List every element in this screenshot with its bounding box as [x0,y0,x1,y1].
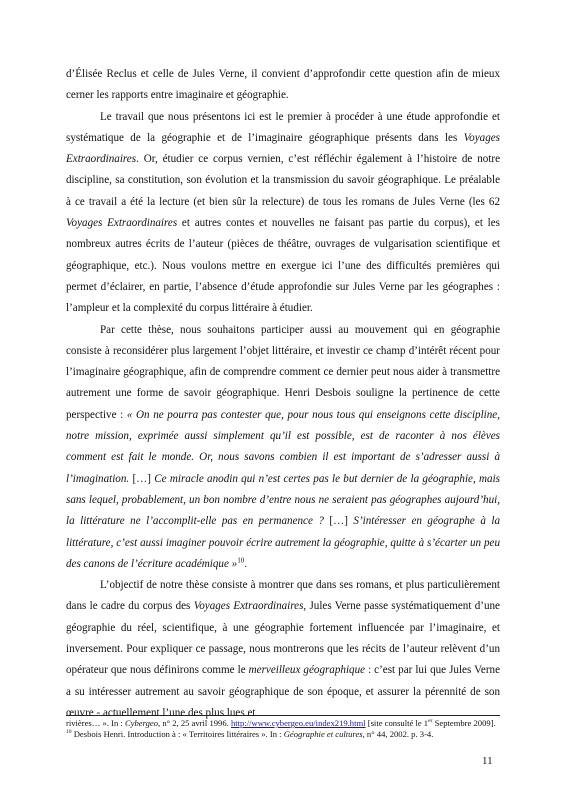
footnote-divider [66,715,500,716]
paragraph-1 [66,64,500,107]
italic-term-merveilleux: merveilleux géographique [248,664,366,677]
paragraph-4-text-a: L’objectif de notre thèse consiste à montrer que dans ses romans, et plus particulièrement dans le cadre du corpus des [66,579,500,613]
cybergeo-link[interactable]: http://www.cybergeo.eu/index219.html [230,718,366,728]
journal-title: Cybergeo [124,718,159,728]
footnote-text: Desbois Henri. Introduction à : « Territoires littéraires ». In : [71,729,284,739]
paragraph-3-period: . [244,557,248,570]
paragraph-2-text-e: et autres contes et nouvelles ne faisant pas partie du corpus), et les nombreux autres écrits de l’auteur (pièces de théâtre, ouvrages de vulgarisation scientifique et géographique, etc.). Nous voulons mettre en exergue ici l’une des difficultés premières qui permet d’éclairer, en partie, l’absence d’étude approfondie sur Jules Verne par les géographes : l’ampleur et la complexité du corpus littéraire à étudier. [66,217,500,315]
footnote-text: , n° 2, 25 avril 1996. [158,718,231,728]
footnote-ref-10[interactable]: 10 [237,556,245,565]
footnote-text: Septembre 2009]. [432,718,496,728]
paragraph-2-text-a: Le travail que nous présentons ici est le premier à procéder à une étude approfondie et systématique de la géographie et de l’imaginaire géographique présents dans les [66,110,500,144]
paragraph-4 [66,575,500,724]
paragraph-1-text: d’Élisée Reclus et celle de Jules Verne, il convient d’approfondir cette question afin de mieux cerner les rapports entre imaginaire et géographie. [66,68,500,102]
italic-title-voyages: Voyages Extraordinaires [66,131,500,166]
quotation-part-1: « On ne pourra pas contester que, pour nous tous qui enseignons cette discipline, notre mission, exprimée aussi simplement qu’il est possible, est de raconter à nos élèves comment est fait le monde. Or, nous savons combien il est important de s’adresser aussi à l’imagination. [66,408,500,485]
paragraph-2-text-c: . Or, étudier ce corpus vernien, c’est réfléchir également à l’histoire de notre discipline, sa constitution, son évolution et la transmission du savoir géographique. Le préalable à ce travail a été la lecture (et bien sûr la relecture) de tous les romans de Jules Verne (les 62 [66,153,500,208]
ordinal-superscript: er [428,718,433,725]
footnote-number: 10 [66,729,72,736]
paragraph-4-text-e: : c’est par lui que Jules Verne a su intéresser autrement au savoir géographique de son époque, et assurer la pérennité de son œuvre - actuellement l’une des plus lues et [66,664,500,719]
paragraph-2 [66,107,500,320]
footnote-text: , n° 44, 2002. p. 3-4. [362,729,434,739]
footnote-text: rivières… ». In : [66,718,125,728]
page-number: 11 [482,755,493,767]
italic-title-voyages: Voyages Extraordinaires [66,217,178,230]
quotation-part-2: Ce miracle anodin qui n’est certes pas le but dernier de la géographie, mais sans lequel, probablement, un bon nombre d’entre nous ne seraient pas géographes aujourd’hui, la littérature ne l’accomplit-elle pas en permanence ? [66,472,500,528]
footnote-10 [66,729,500,740]
body-text [66,64,500,724]
ellipsis-bracket: […] [323,515,354,528]
italic-title-voyages: Voyages Extraordinaires [193,600,304,613]
footnote-text: [site consulté le 1 [365,718,429,728]
paragraph-3 [66,320,500,576]
paragraph-3-text-a: Par cette thèse, nous souhaitons participer aussi au mouvement qui en géographie consiste à reconsidérer plus largement l’objet littéraire, et investir ce champ d’intérêt récent pour l’imaginaire géographique, afin de comprendre comment ce dernier peut nous aider à transmettre autrement une forme de savoir géographique. Henri Desbois souligne la pertinence de cette perspective : [66,323,500,421]
paragraph-4-text-c: , Jules Verne passe systématiquement d’une géographie du réel, scientifique, à une géographie fortement influencée par l’imaginaire, et inversement. Pour expliquer ce passage, nous montrerons que les récits de l’auteur relèvent d’un opérateur que nous définirons comme le [66,600,500,677]
journal-title: Géographie et cultures [283,729,363,739]
ellipsis-bracket: […] [129,472,155,485]
footnotes [66,718,500,740]
footnote-9-continuation [66,718,500,729]
quotation-part-3: S’intéresser en géographe à la littérature, c’est aussi imaginer pouvoir écrire autrement la géographie, quitte à s’écarter un peu des canons de l’écriture académique » [66,515,500,570]
